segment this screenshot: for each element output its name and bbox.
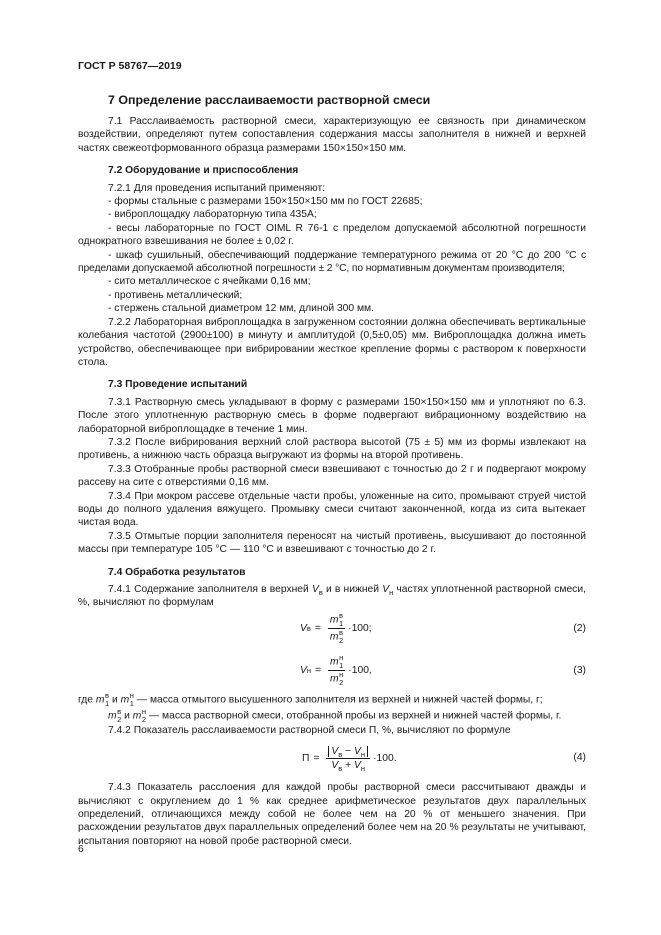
formula-number: (3)	[573, 664, 586, 676]
paragraph-7-3-2: 7.3.2 После вибрирования верхний слой раствора высотой (75 ± 5) мм из формы извлекают на противень, а нижнюю часть образца выгружают из формы на второй противень.	[78, 436, 586, 462]
subsection-title-7-3: 7.3 Проведение испытаний	[108, 379, 248, 391]
paragraph-7-3-5: 7.3.5 Отмытые порции заполнителя переносят на чистый противень, высушивают до постоянной массы при температуре 105 °С — 110 °С и взвешивают с точностью до 2 г.	[78, 530, 586, 556]
equipment-item: - сито металлическое с ячейками 0,16 мм;	[108, 276, 311, 288]
equipment-item: - стержень стальной диаметром 12 мм, длиной 300 мм.	[108, 303, 374, 315]
formula-number: (2)	[573, 622, 586, 634]
equipment-item: - виброплощадку лабораторную типа 435А;	[108, 209, 317, 221]
document-header: ГОСТ Р 58767—2019	[78, 60, 182, 72]
paragraph-7-4-3: 7.4.3 Показатель расслоения для каждой пробы растворной смеси рассчитывают дважды и вычисляют с округлением до 1 % как среднее арифметическое результатов двух параллельных определений, отличающихся между собой не более чем на 20 % от меньшего значения. При расхождении результатов двух параллельных определений более чем на 20 % результаты не учитывают, испытания повторяют на новой пробе растворной смеси.	[78, 782, 586, 847]
formula-2: V в = m в 1 m в 2 · 100 ; (2)	[300, 611, 586, 646]
document-body	[78, 93, 586, 848]
formula-3: V н = m н 1 m н 2 · 100 , (3)	[300, 653, 586, 688]
paragraph-7-4-2: 7.4.2 Показатель расслаиваемости растворной смеси П, %, вычисляют по формуле	[108, 724, 511, 736]
formula-4: П = $\frac{V_в - V_н}{V_в + V_н}$ · 100 . (4)	[302, 745, 586, 773]
subsection-title-7-4: 7.4 Обработка результатов	[108, 566, 246, 578]
section-title: 7 Определение расслаиваемости растворной смеси	[108, 93, 431, 107]
page-number: 6	[78, 844, 84, 855]
paragraph-7-3-3: 7.3.3 Отобранные пробы растворной смеси взвешивают с точностью до 2 г и подвергают мокрому рассеву на сите с отверстиями 0,16 мм.	[78, 463, 586, 489]
paragraph-7-1: 7.1 Расслаиваемость растворной смеси, характеризующую ее связность при динамическом воздействии, определяют путем сопоставления содержания массы заполнителя в нижней и верхней частях свежеотформованного образца размерами 150×150×150 мм.	[78, 116, 586, 154]
equipment-item: - весы лабораторные по ГОСТ OIML R 76-1 с пределом допускаемой абсолютной погрешности однократного взвешивания не более ± 0,02 г.	[78, 222, 586, 248]
equipment-item: - формы стальные с размерами 150×150×150 мм по ГОСТ 22685;	[108, 196, 423, 208]
subsection-title-7-2: 7.2 Оборудование и приспособления	[108, 165, 299, 177]
formula-number: (4)	[573, 752, 586, 764]
paragraph-7-3-1: 7.3.1 Растворную смесь укладывают в форму с размерами 150×150×150 мм и уплотняют по 6.3. После этого уплотненную растворную смесь в форме подвергают вибрационному воздействию на лабораторной виброплощадке в течение 1 мин.	[78, 396, 586, 435]
formula-explanation: m в 2 и m н 2 — масса растворной смеси, отобранной пробы из верхней и нижней частей формы, г.	[108, 706, 562, 724]
paragraph-7-3-4: 7.3.4 При мокром рассеве отдельные части пробы, уложенные на сито, промывают струей чистой воды до полного удаления вяжущего. Промывку смеси считают законченной, когда из сита вытекает чистая вода.	[78, 490, 586, 529]
formula-explanation: где m в 1 и m н 1 — масса отмытого высушенного заполнителя из верхней и нижней частей формы, г;	[78, 690, 543, 708]
paragraph-7-4-1: 7.4.1 Содержание заполнителя в верхней $V_в$ и в нижней $V_н$ частях уплотненной растворной смеси, %, вычисляют по формулам	[78, 584, 586, 609]
paragraph-7-2-2: 7.2.2 Лабораторная виброплощадка в загруженном состоянии должна обеспечивать вертикальные колебания частотой (2900±100) в минуту и амплитудой (0,5±0,05) мм. Виброплощадка должна иметь устройство, обеспечивающее при вибрировании жесткое крепление формы с раствором к поверхности стола.	[78, 316, 586, 368]
equipment-item: - шкаф сушильный, обеспечивающий поддержание температурного режима от 20 °С до 200 °С с пределами допускаемой абсолютной погрешности ± 2 °С, по нормативным документам производителя;	[78, 249, 586, 275]
equipment-item: - противень металлический;	[108, 289, 243, 301]
paragraph-7-2-1: 7.2.1 Для проведения испытаний применяют:	[108, 182, 326, 194]
